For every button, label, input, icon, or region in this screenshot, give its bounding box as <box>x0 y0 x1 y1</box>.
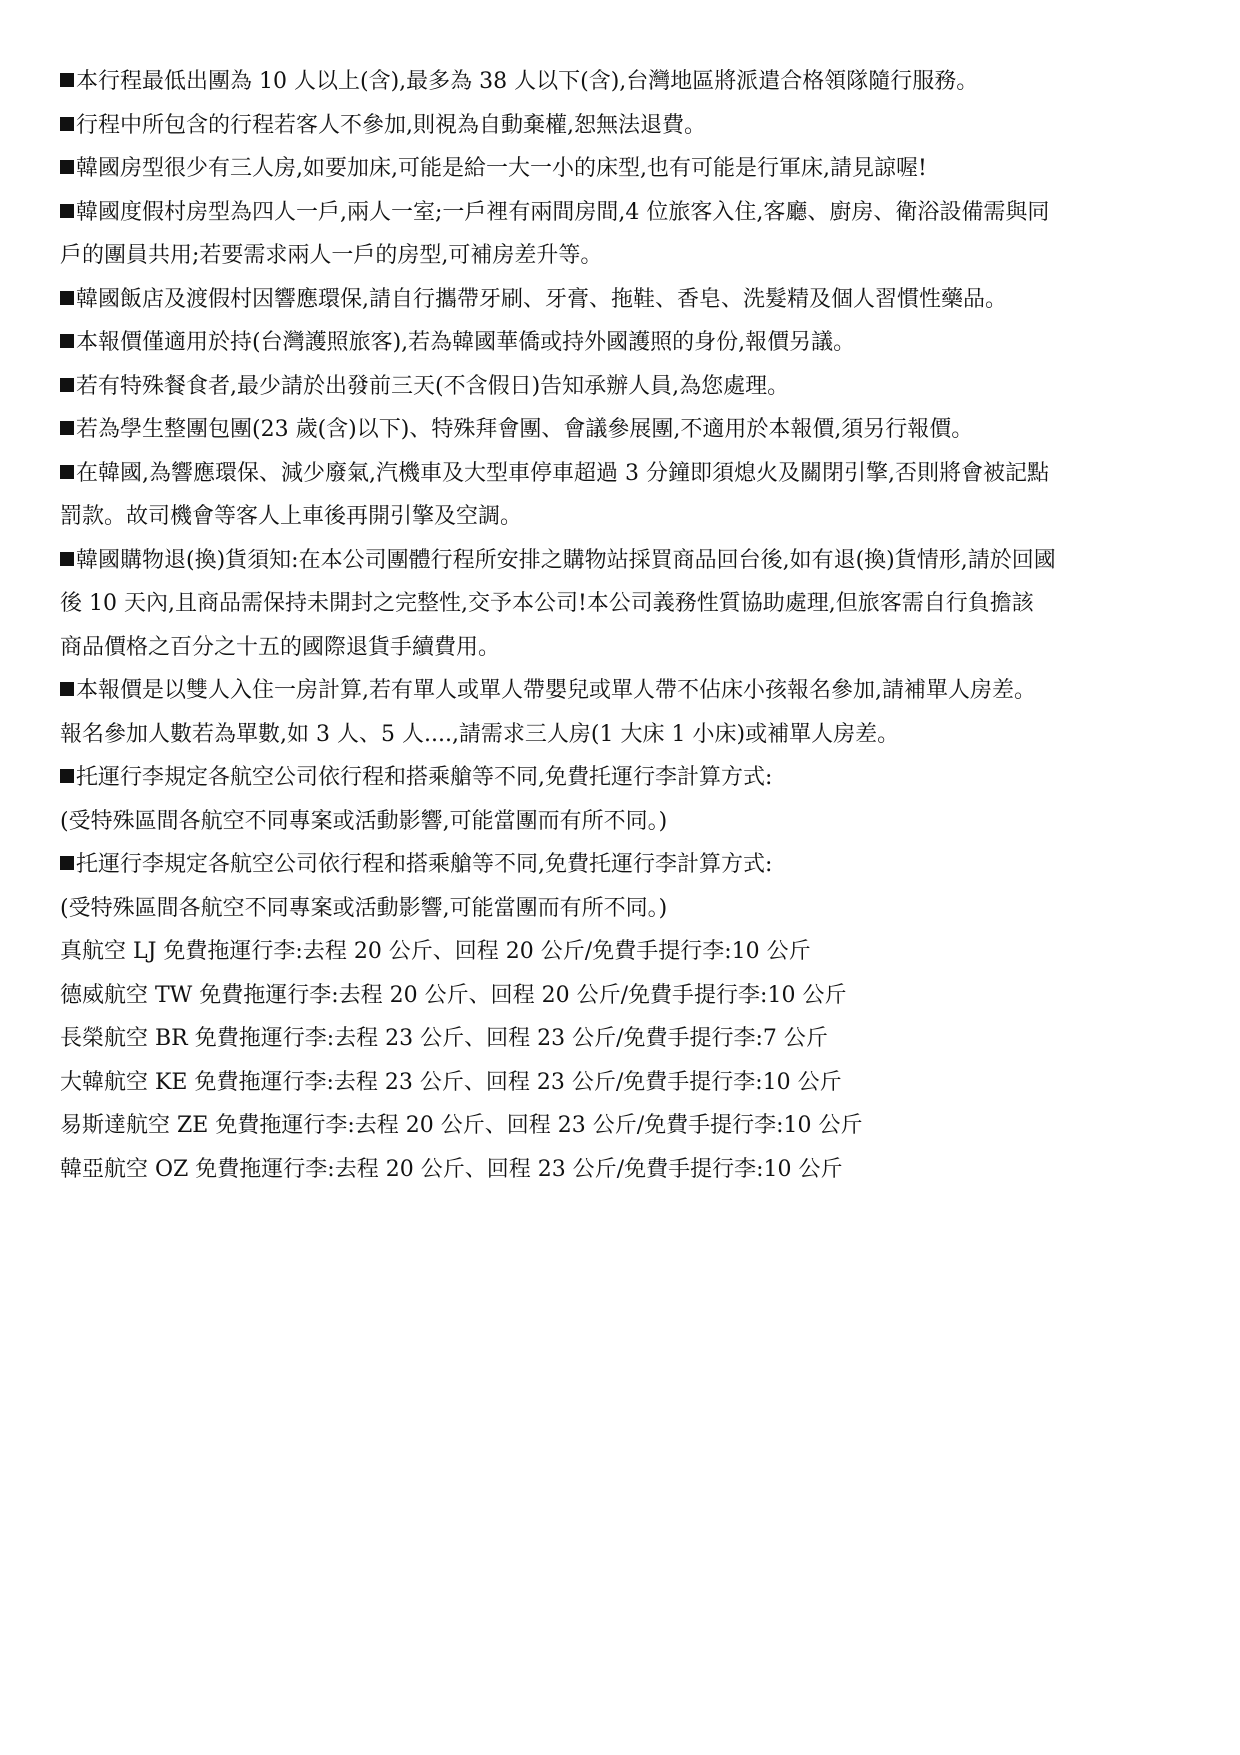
line-text: 韓國購物退(換)貨須知:在本公司團體行程所安排之購物站採買商品回台後,如有退(換)貨情形,請於回國 <box>76 547 1056 573</box>
line-text: (受特殊區間各航空不同專案或活動影響,可能當團而有所不同。) <box>60 895 668 921</box>
text-line <box>60 626 1190 670</box>
line-text: 韓國度假村房型為四人一戶,兩人一室;一戶裡有兩間房間,4 位旅客入住,客廳、廚房、衛浴設備需與同 <box>76 199 1050 225</box>
line-text: 德威航空 TW 免費拖運行李:去程 20 公斤、回程 20 公斤/免費手提行李:10 公斤 <box>60 982 847 1008</box>
line-text: 韓國飯店及渡假村因響應環保,請自行攜帶牙刷、牙膏、拖鞋、香皂、洗髮精及個人習慣性藥品。 <box>76 286 1007 312</box>
text-line <box>60 60 1190 104</box>
line-text: 韓亞航空 OZ 免費拖運行李:去程 20 公斤、回程 23 公斤/免費手提行李:10 公斤 <box>60 1156 843 1182</box>
square-bullet-icon <box>60 117 74 131</box>
text-line <box>60 191 1190 235</box>
text-line <box>60 756 1190 800</box>
line-text: 戶的團員共用;若要需求兩人一戶的房型,可補房差升等。 <box>60 243 603 268</box>
line-text: 若為學生整團包團(23 歲(含)以下)、特殊拜會團、會議參展團,不適用於本報價,須另行報價。 <box>76 417 974 442</box>
line-text: 後 10 天內,且商品需保持未開封之完整性,交予本公司!本公司義務性質協助處理,但旅客需自行負擔該 <box>60 591 1034 616</box>
line-text: 本報價是以雙人入住一房計算,若有單人或單人帶嬰兒或單人帶不佔床小孩報名參加,請補單人房差。 <box>76 678 1036 703</box>
square-bullet-icon <box>60 334 74 348</box>
text-line <box>60 104 1190 148</box>
line-text: 易斯達航空 ZE 免費拖運行李:去程 20 公斤、回程 23 公斤/免費手提行李:10 公斤 <box>60 1113 863 1138</box>
line-text: 韓國房型很少有三人房,如要加床,可能是給一大一小的床型,也有可能是行軍床,請見諒喔! <box>76 156 927 181</box>
document-page <box>60 60 1190 1191</box>
square-bullet-icon <box>60 73 74 87</box>
square-bullet-icon <box>60 465 74 479</box>
baggage-line <box>60 930 1190 974</box>
line-text: 在韓國,為響應環保、減少廢氣,汽機車及大型車停車超過 3 分鐘即須熄火及關閉引擎,否則將會被記點 <box>76 460 1049 486</box>
text-line <box>60 452 1190 496</box>
text-line <box>60 713 1190 757</box>
line-text: 托運行李規定各航空公司依行程和搭乘艙等不同,免費托運行李計算方式: <box>76 765 773 790</box>
square-bullet-icon <box>60 552 74 566</box>
baggage-line <box>60 974 1190 1018</box>
text-line <box>60 278 1190 322</box>
text-line <box>60 365 1190 409</box>
baggage-line <box>60 1104 1190 1148</box>
square-bullet-icon <box>60 421 74 435</box>
square-bullet-icon <box>60 769 74 783</box>
line-text: 商品價格之百分之十五的國際退貨手續費用。 <box>60 634 501 660</box>
text-line <box>60 234 1190 278</box>
text-line <box>60 669 1190 713</box>
baggage-line <box>60 1017 1190 1061</box>
line-text: 本行程最低出團為 10 人以上(含),最多為 38 人以下(含),台灣地區將派遣合格領隊隨行服務。 <box>76 69 979 94</box>
square-bullet-icon <box>60 291 74 305</box>
line-text: 托運行李規定各航空公司依行程和搭乘艙等不同,免費托運行李計算方式: <box>76 852 773 877</box>
square-bullet-icon <box>60 856 74 870</box>
text-line <box>60 887 1190 931</box>
text-line <box>60 321 1190 365</box>
square-bullet-icon <box>60 204 74 218</box>
square-bullet-icon <box>60 682 74 696</box>
line-text: 報名參加人數若為單數,如 3 人、5 人....,請需求三人房(1 大床 1 小床)或補單人房差。 <box>60 721 900 747</box>
line-text: 真航空 LJ 免費拖運行李:去程 20 公斤、回程 20 公斤/免費手提行李:10 公斤 <box>60 939 811 964</box>
line-text: 本報價僅適用於持(台灣護照旅客),若為韓國華僑或持外國護照的身份,報價另議。 <box>76 330 856 355</box>
baggage-line <box>60 1061 1190 1105</box>
baggage-line <box>60 1148 1190 1192</box>
line-text: 大韓航空 KE 免費拖運行李:去程 23 公斤、回程 23 公斤/免費手提行李:10 公斤 <box>60 1069 842 1095</box>
square-bullet-icon <box>60 160 74 174</box>
line-text: (受特殊區間各航空不同專案或活動影響,可能當團而有所不同。) <box>60 808 668 834</box>
line-text: 若有特殊餐食者,最少請於出發前三天(不含假日)告知承辦人員,為您處理。 <box>76 373 790 399</box>
text-line <box>60 843 1190 887</box>
text-line <box>60 800 1190 844</box>
line-text: 長榮航空 BR 免費拖運行李:去程 23 公斤、回程 23 公斤/免費手提行李:7 公斤 <box>60 1026 828 1051</box>
text-line <box>60 582 1190 626</box>
line-text: 罰款。故司機會等客人上車後再開引擎及空調。 <box>60 504 523 529</box>
square-bullet-icon <box>60 378 74 392</box>
line-text: 行程中所包含的行程若客人不參加,則視為自動棄權,恕無法退費。 <box>76 112 706 138</box>
text-line <box>60 408 1190 452</box>
text-line <box>60 495 1190 539</box>
text-line <box>60 147 1190 191</box>
text-line <box>60 539 1190 583</box>
